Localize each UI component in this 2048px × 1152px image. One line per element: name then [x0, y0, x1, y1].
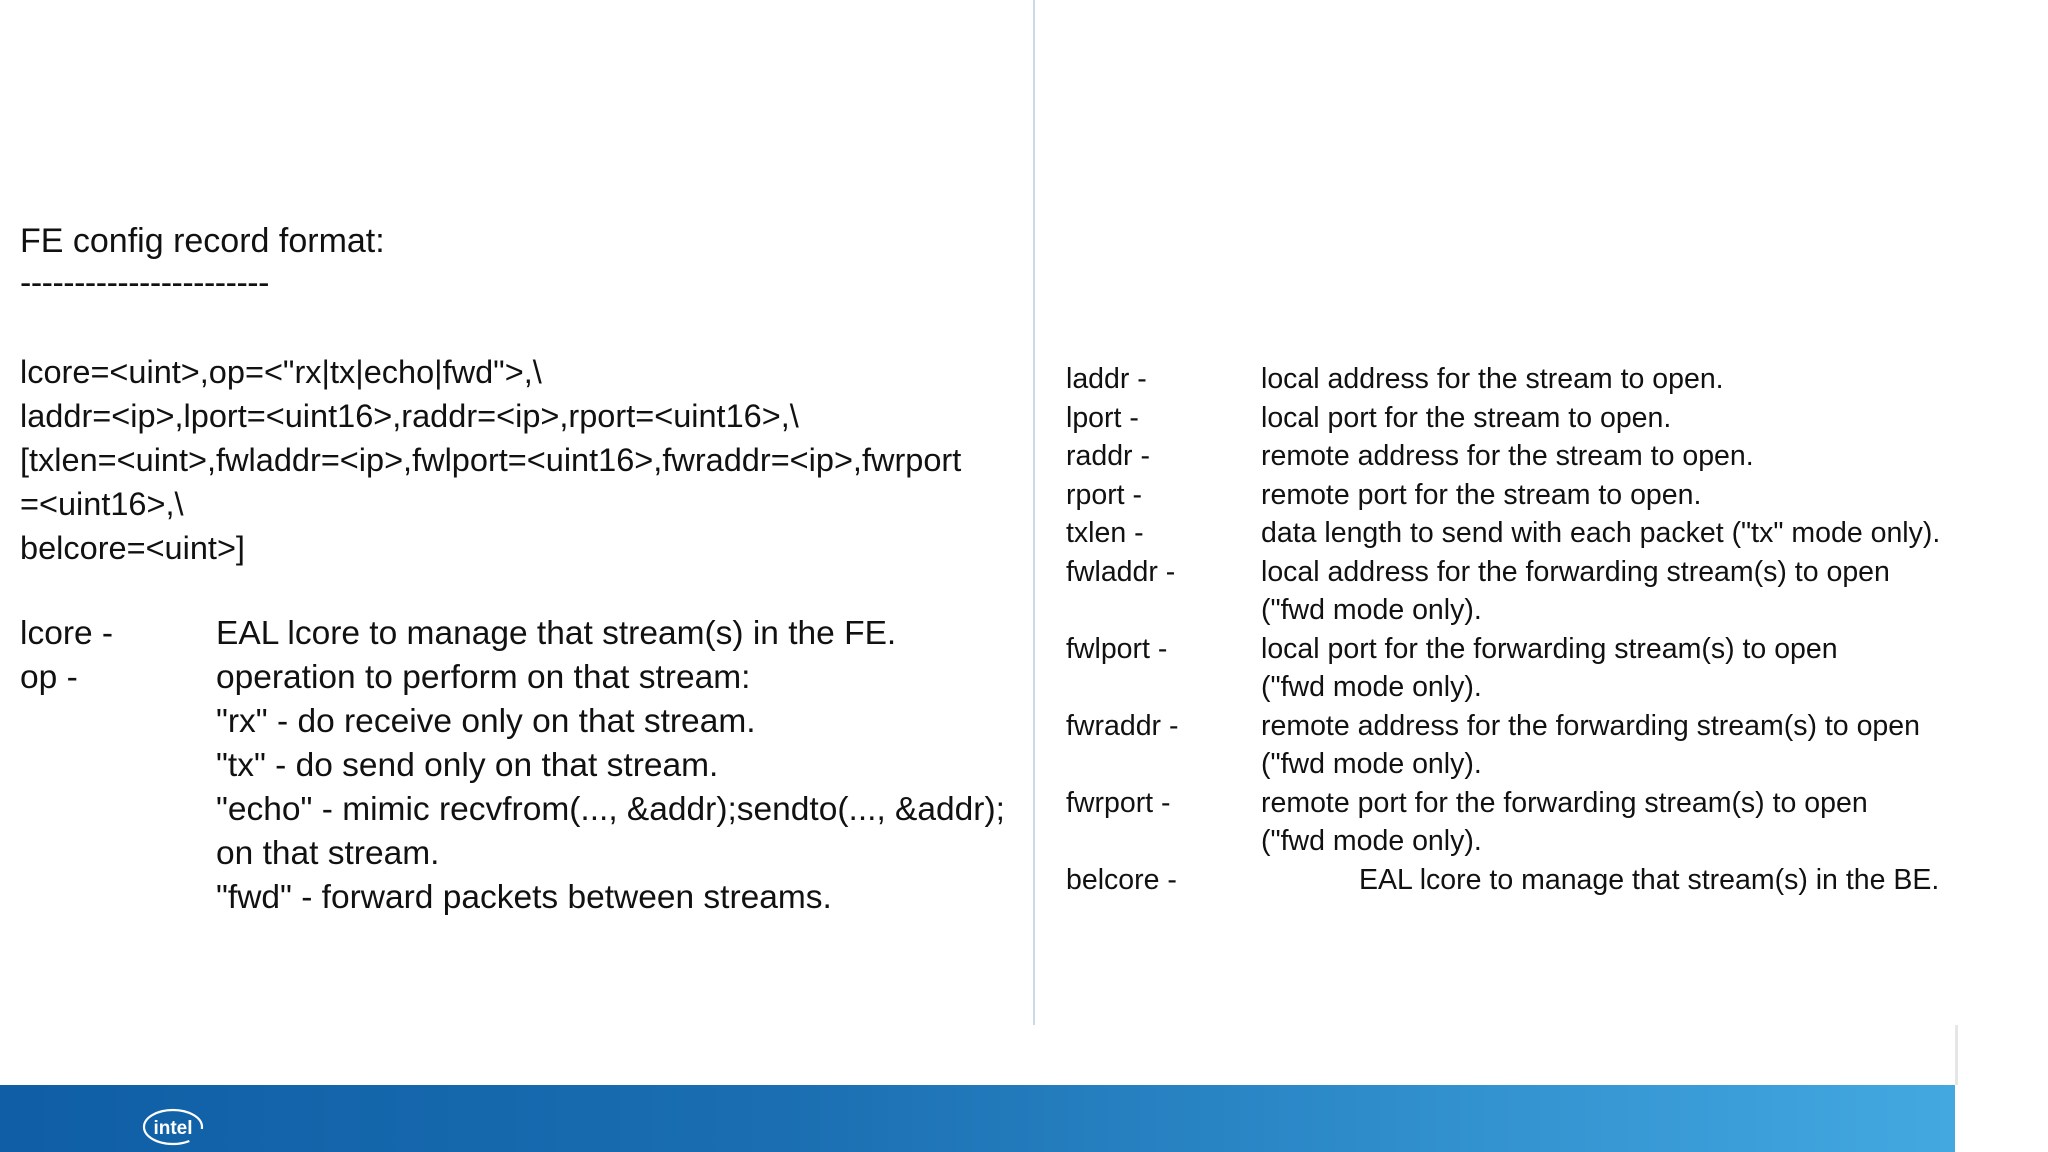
param-term: lcore -: [20, 615, 114, 652]
param-belcore: [1066, 861, 1956, 900]
param-lport: [1066, 399, 1956, 438]
param-desc: remote address for the forwarding stream(s) to open: [1261, 709, 1920, 742]
logo-text: intel: [153, 1118, 193, 1139]
param-fwladdr-cont: [1066, 591, 1956, 630]
param-desc: EAL lcore to manage that stream(s) in the FE.: [216, 615, 897, 652]
config-syntax: [20, 350, 961, 570]
param-fwladdr: [1066, 553, 1956, 592]
param-fwrport: [1066, 784, 1956, 823]
param-term: raddr -: [1066, 440, 1150, 472]
param-desc: local port for the forwarding stream(s) to open: [1261, 632, 1838, 665]
slide-edge: [1955, 1025, 1958, 1085]
param-txlen: [1066, 514, 1956, 553]
param-desc: local port for the stream to open.: [1261, 401, 1672, 434]
syntax-line: =<uint16>,\: [20, 486, 184, 522]
param-desc: remote port for the stream to open.: [1261, 478, 1702, 511]
param-desc: operation to perform on that stream:: [216, 659, 751, 696]
param-desc: "rx" - do receive only on that stream.: [216, 703, 756, 740]
param-fwraddr: [1066, 707, 1956, 746]
param-desc: "tx" - do send only on that stream.: [216, 747, 719, 784]
right-column: [1066, 360, 1956, 899]
param-term: fwladdr -: [1066, 555, 1176, 588]
param-desc: local address for the stream to open.: [1261, 363, 1724, 395]
param-desc: ("fwd mode only).: [1261, 825, 1482, 857]
param-term: belcore -: [1066, 863, 1177, 896]
param-term: laddr -: [1066, 363, 1147, 395]
param-desc: data length to send with each packet ("tx" mode only).: [1261, 517, 1941, 549]
param-desc: ("fwd mode only).: [1261, 671, 1482, 703]
param-raddr: [1066, 437, 1956, 476]
param-desc: "fwd" - forward packets between streams.: [216, 879, 832, 916]
syntax-line: lcore=<uint>,op=<"rx|tx|echo|fwd">,\: [20, 354, 542, 390]
param-term: rport -: [1066, 478, 1143, 511]
slide-heading: FE config record format:: [20, 222, 385, 260]
param-desc: on that stream.: [216, 835, 440, 872]
param-desc: ("fwd mode only).: [1261, 594, 1482, 626]
param-laddr: [1066, 360, 1956, 399]
syntax-line: belcore=<uint>]: [20, 530, 245, 566]
param-desc: local address for the forwarding stream(s) to open: [1261, 555, 1890, 588]
param-term: lport -: [1066, 401, 1139, 434]
syntax-line: laddr=<ip>,lport=<uint16>,raddr=<ip>,rport=<uint16>,\: [20, 398, 799, 434]
column-divider: [1033, 0, 1035, 1025]
syntax-line: [txlen=<uint>,fwladdr=<ip>,fwlport=<uint16>,fwraddr=<ip>,fwrport: [20, 442, 962, 478]
param-term: fwraddr -: [1066, 709, 1179, 742]
footer-bar: [0, 1085, 1955, 1152]
param-desc: ("fwd mode only).: [1261, 748, 1482, 780]
param-term: op -: [20, 659, 78, 696]
param-term: fwlport -: [1066, 632, 1168, 665]
intel-logo-icon: [142, 1107, 204, 1147]
param-fwrport-cont: [1066, 822, 1956, 861]
param-fwraddr-cont: [1066, 745, 1956, 784]
param-fwlport: [1066, 630, 1956, 669]
param-desc: remote address for the stream to open.: [1261, 440, 1754, 472]
param-fwlport-cont: [1066, 668, 1956, 707]
heading-underline: -----------------------: [20, 264, 269, 302]
param-rport: [1066, 476, 1956, 515]
param-term: fwrport -: [1066, 786, 1171, 819]
param-term: txlen -: [1066, 517, 1144, 549]
param-desc: remote port for the forwarding stream(s) to open: [1261, 786, 1868, 819]
param-desc: "echo" - mimic recvfrom(..., &addr);sendto(..., &addr);: [216, 791, 1005, 828]
param-desc: EAL lcore to manage that stream(s) in the BE.: [1359, 863, 1940, 896]
